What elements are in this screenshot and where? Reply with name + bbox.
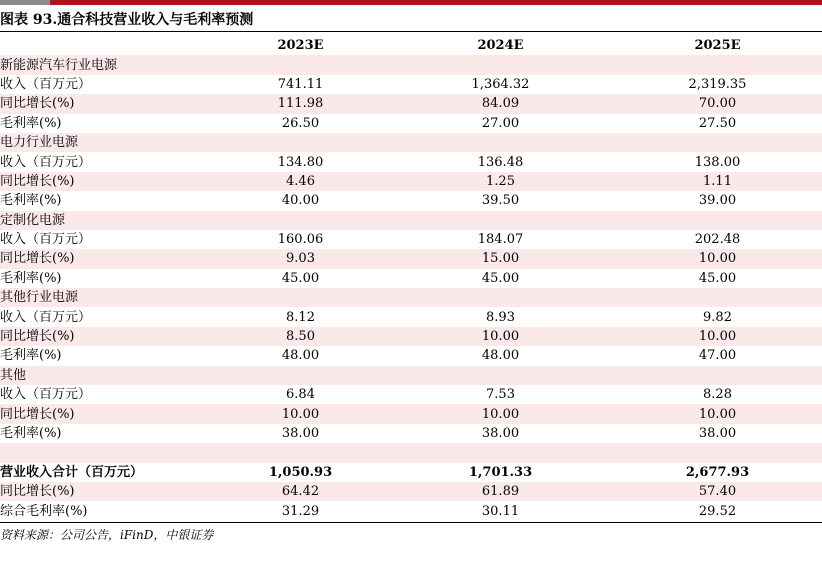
value-cell-2025e: 45.00 — [698, 270, 737, 286]
value-cell-2025e: 57.40 — [613, 482, 822, 501]
table-row — [0, 327, 822, 346]
row-label: 其他行业电源 — [0, 288, 213, 307]
value-cell-2023e: 26.50 — [281, 115, 320, 131]
row-label — [0, 443, 213, 462]
row-label: 毛利率(%) — [0, 270, 62, 286]
table-row — [0, 501, 822, 520]
value-cell-2023e: 40.00 — [281, 193, 320, 209]
table-body — [0, 55, 822, 520]
table-row — [0, 172, 822, 191]
value-cell-2025e — [613, 288, 822, 307]
value-cell-2024e: 39.50 — [481, 193, 520, 209]
table-row — [0, 269, 822, 288]
row-label: 收入（百万元） — [0, 387, 92, 403]
value-cell-2024e — [388, 443, 613, 462]
value-cell-2023e — [213, 443, 388, 462]
row-label: 定制化电源 — [0, 211, 213, 230]
value-cell-2024e — [388, 133, 613, 152]
value-cell-2025e: 29.52 — [698, 503, 737, 519]
header-cell-2024e: 2024E — [388, 36, 613, 55]
value-cell-2024e: 27.00 — [481, 115, 520, 131]
value-cell-2025e: 39.00 — [698, 193, 737, 209]
value-cell-2024e: 10.00 — [388, 327, 613, 346]
value-cell-2024e — [388, 211, 613, 230]
row-label: 新能源汽车行业电源 — [0, 55, 213, 74]
row-label: 收入（百万元） — [0, 154, 92, 170]
row-label: 同比增长(%) — [0, 94, 213, 113]
row-label: 毛利率(%) — [0, 193, 62, 209]
table-row — [0, 230, 822, 249]
row-label: 电力行业电源 — [0, 133, 213, 152]
row-label: 毛利率(%) — [0, 348, 62, 364]
row-label: 同比增长(%) — [0, 482, 213, 501]
figure-title: 图表 93.通合科技营业收入与毛利率预测 — [0, 12, 254, 28]
value-cell-2024e: 1,701.33 — [468, 464, 533, 480]
value-cell-2025e: 10.00 — [613, 249, 822, 268]
value-cell-2023e — [213, 133, 388, 152]
value-cell-2024e: 10.00 — [388, 404, 613, 423]
row-label: 收入（百万元） — [0, 309, 92, 325]
table-row — [0, 133, 822, 152]
row-label: 综合毛利率(%) — [0, 503, 88, 519]
value-cell-2024e — [388, 55, 613, 74]
value-cell-2024e: 1,364.32 — [471, 76, 530, 92]
value-cell-2023e: 8.12 — [286, 309, 315, 325]
value-cell-2023e: 111.98 — [213, 94, 388, 113]
table-row — [0, 211, 822, 230]
table-row — [0, 191, 822, 210]
row-label: 毛利率(%) — [0, 426, 62, 441]
table-top-rule — [0, 31, 822, 32]
value-cell-2024e: 8.93 — [486, 309, 515, 325]
value-cell-2023e: 134.80 — [277, 154, 324, 170]
table-row — [0, 463, 822, 482]
value-cell-2024e: 48.00 — [481, 348, 520, 364]
value-cell-2023e — [213, 288, 388, 307]
value-cell-2025e — [613, 55, 822, 74]
value-cell-2025e — [613, 133, 822, 152]
row-label: 同比增长(%) — [0, 249, 213, 268]
table-row — [0, 94, 822, 113]
value-cell-2023e: 45.00 — [281, 270, 320, 286]
table-row — [0, 114, 822, 133]
value-cell-2025e: 47.00 — [698, 348, 737, 364]
value-cell-2023e — [213, 55, 388, 74]
value-cell-2023e: 31.29 — [281, 503, 320, 519]
table-row — [0, 404, 822, 423]
row-label: 其他 — [0, 366, 213, 385]
value-cell-2024e — [388, 366, 613, 385]
value-cell-2025e: 27.50 — [698, 115, 737, 131]
header-cell-2025e: 2025E — [613, 36, 822, 55]
forecast-table — [0, 36, 822, 521]
value-cell-2023e: 6.84 — [286, 387, 315, 403]
value-cell-2025e — [613, 366, 822, 385]
table-row — [0, 385, 822, 404]
table-row — [0, 75, 822, 94]
row-label: 同比增长(%) — [0, 327, 213, 346]
value-cell-2023e: 9.03 — [213, 249, 388, 268]
row-label: 收入（百万元） — [0, 232, 92, 248]
table-row — [0, 152, 822, 171]
value-cell-2025e: 8.28 — [703, 387, 732, 403]
value-cell-2023e: 48.00 — [281, 348, 320, 364]
value-cell-2024e: 30.11 — [481, 503, 520, 519]
value-cell-2024e: 61.89 — [388, 482, 613, 501]
value-cell-2025e: 1.11 — [613, 172, 822, 191]
value-cell-2025e: 10.00 — [613, 404, 822, 423]
value-cell-2025e: 38.00 — [698, 426, 737, 441]
value-cell-2023e: 741.11 — [277, 76, 324, 92]
value-cell-2025e: 2,677.93 — [685, 464, 750, 480]
top-bar-red-segment — [50, 0, 822, 5]
table-bottom-rule — [0, 522, 822, 523]
value-cell-2024e: 136.48 — [477, 154, 524, 170]
value-cell-2024e — [388, 288, 613, 307]
value-cell-2025e: 138.00 — [694, 154, 741, 170]
value-cell-2025e — [613, 211, 822, 230]
value-cell-2023e: 1,050.93 — [268, 464, 333, 480]
source-note: 资料来源：公司公告，iFinD，中银证券 — [0, 528, 214, 542]
table-row — [0, 249, 822, 268]
table-row — [0, 307, 822, 326]
value-cell-2023e: 4.46 — [213, 172, 388, 191]
value-cell-2025e: 70.00 — [613, 94, 822, 113]
value-cell-2025e: 10.00 — [613, 327, 822, 346]
row-label: 同比增长(%) — [0, 404, 213, 423]
value-cell-2024e: 7.53 — [486, 387, 515, 403]
value-cell-2025e: 202.48 — [694, 232, 741, 248]
header-cell-label — [0, 36, 213, 55]
value-cell-2023e — [213, 366, 388, 385]
header-cell-2023e: 2023E — [213, 36, 388, 55]
value-cell-2025e: 9.82 — [703, 309, 732, 325]
value-cell-2024e: 1.25 — [388, 172, 613, 191]
value-cell-2024e: 38.00 — [481, 426, 520, 441]
table-row — [0, 288, 822, 307]
row-label: 收入（百万元） — [0, 76, 92, 92]
value-cell-2024e: 84.09 — [388, 94, 613, 113]
table-row — [0, 443, 822, 462]
value-cell-2024e: 15.00 — [388, 249, 613, 268]
value-cell-2023e: 38.00 — [281, 426, 320, 441]
value-cell-2024e: 184.07 — [477, 232, 524, 248]
table-row — [0, 55, 822, 74]
value-cell-2023e — [213, 211, 388, 230]
table-row — [0, 482, 822, 501]
value-cell-2023e: 8.50 — [213, 327, 388, 346]
row-label: 毛利率(%) — [0, 115, 62, 131]
table-row — [0, 424, 822, 443]
value-cell-2023e: 10.00 — [213, 404, 388, 423]
table-header-row — [0, 36, 822, 55]
value-cell-2023e: 160.06 — [277, 232, 324, 248]
table-row — [0, 366, 822, 385]
top-bar-gray-segment — [0, 0, 50, 5]
value-cell-2025e: 2,319.35 — [688, 76, 747, 92]
table-row — [0, 346, 822, 365]
value-cell-2025e — [613, 443, 822, 462]
value-cell-2023e: 64.42 — [213, 482, 388, 501]
top-color-bar — [0, 0, 822, 5]
row-label: 同比增长(%) — [0, 172, 213, 191]
row-label: 营业收入合计（百万元） — [0, 464, 144, 480]
value-cell-2024e: 45.00 — [481, 270, 520, 286]
